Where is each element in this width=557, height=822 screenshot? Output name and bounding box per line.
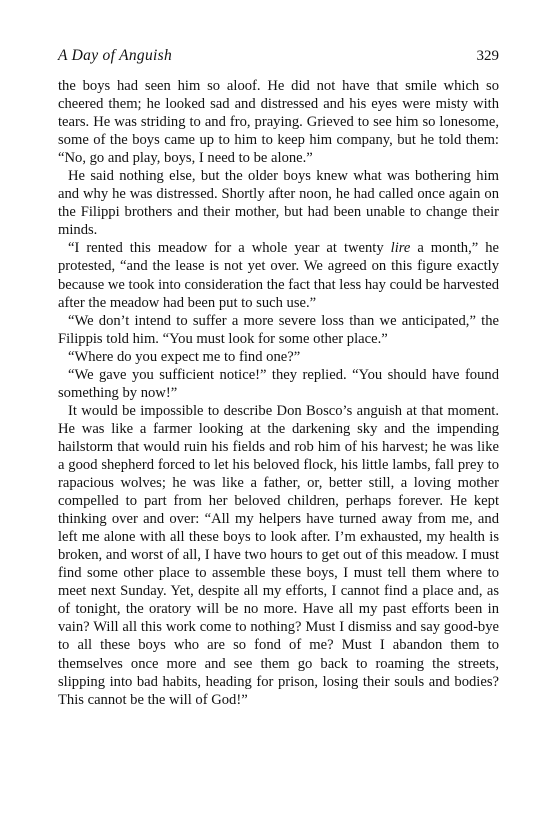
body-text xyxy=(58,77,499,709)
paragraph-anguish: It would be impossible to describe Don Bosco’s anguish at that moment. He was like a farmer looking at the darkening sky and the impending hailstorm that would ruin his fields and rob him of his harvest; he was like a good shepherd forced to let his beloved flock, his little lambs, fall prey to rapacious wolves; he was like a father, or, better still, a loving mother compelled to part from her beloved children, perhaps forever. He kept thinking over and over: “All my helpers have turned away from me, and left me alone with all these boys to look after. I’m exhausted, my health is broken, and worst of all, I have two hours to get out of this meadow. I must find some other place to assemble these boys, I must tell them where to meet next Sunday. Yet, despite all my efforts, I cannot find a place and, as of tonight, the oratory will be no more. Have all my past efforts been in vain? Will all this work come to nothing? Must I dismiss and say good-bye to all these boys who are so fond of me? Must I abandon them to themselves once more and see them go back to roaming the streets, slipping into bad habits, heading for prison, losing their souls and bodies? This cannot be the will of God!” xyxy=(58,402,499,708)
running-head xyxy=(58,47,499,67)
paragraph-rented-meadow-start: “I rented this meadow for a whole year at twenty xyxy=(68,240,391,257)
paragraph-sufficient-notice: “We gave you sufficient notice!” they replied. “You should have found something by now!” xyxy=(58,366,499,401)
paragraph-rented-meadow xyxy=(58,239,499,311)
running-title: A Day of Anguish xyxy=(58,47,173,64)
paragraph-where-question: “Where do you expect me to find one?” xyxy=(68,348,301,365)
paragraph-filippis-reply: “We don’t intend to suffer a more severe loss than we anticipated,” the Filippis told him. “You must look for some other place.” xyxy=(58,312,499,347)
page-number: 329 xyxy=(476,48,499,64)
paragraph-continuation: the boys had seen him so aloof. He did not have that smile which so cheered them; he looked sad and distressed and his eyes were misty with tears. He was striding to and fro, praying. Grieved to see him so lonesome, some of the boys came up to him to keep him company, but he told them: “No, go and play, boys, I need to be alone.” xyxy=(58,78,499,167)
italic-lire: lire xyxy=(390,240,411,257)
paragraph-older-boys: He said nothing else, but the older boys knew what was bothering him and why he was distressed. Shortly after noon, he had called once again on the Filippi brothers and their mother, but had been unable to change their minds. xyxy=(58,168,499,239)
paragraph-rented-meadow-end: a month,” he protested, “and the lease is not yet over. We agreed on this figure exactly because we took into consideration the fact that less hay could be harvested after the meadow had been put to such use.” xyxy=(58,240,499,311)
